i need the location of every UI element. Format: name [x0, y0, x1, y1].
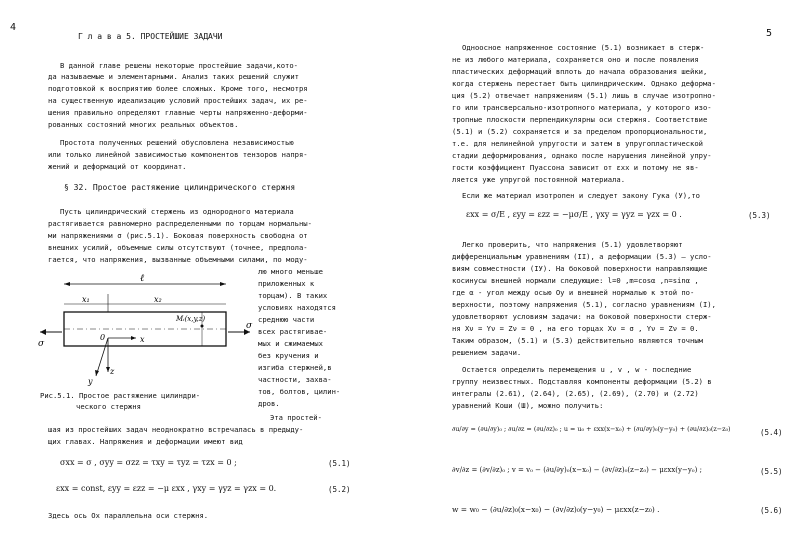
text-line: ми напряжениями σ (рис.5.1). Боковая поверхность свободна от — [48, 231, 308, 240]
text-line: группу неизвестных. Подставляя компоненты деформации (5.2) в — [452, 377, 712, 386]
origin-label: 0 — [100, 333, 106, 342]
equation-number: (5.6) — [760, 506, 783, 515]
sigma-left-label: σ — [38, 339, 45, 349]
figure-rod-tension — [36, 272, 258, 390]
caption-line: ческого стержня — [76, 402, 141, 411]
text-line: мых и сжимаемых — [258, 339, 323, 348]
text-line: Одноосное напряженное состояние (5.1) возникает в стерж- — [462, 43, 705, 52]
text-line: уравнений Коши (Ш), можно получить: — [452, 401, 604, 410]
point-m-label: Mᵢ(x,y,z) — [176, 315, 206, 323]
text-line: ляется уже упругой постоянной материала. — [452, 175, 626, 184]
text-line: го или трансверсально-изотропного материала, у которого изо- — [452, 103, 712, 112]
text-line: тропные плоскости перпендикулярны оси стержня. Соответствие — [452, 115, 708, 124]
text-line: приложенных к — [258, 279, 315, 288]
text-line: щих главах. Напряжения и деформации имеют вид — [48, 437, 243, 446]
text-line: Здесь ось Ox параллельна оси стержня. — [48, 511, 209, 520]
text-line: ция (5.2) отвечает напряжениям (5.1) лишь в случае изотропно- — [452, 91, 716, 100]
text-line: верхности, поэтому напряжения (5.1), согласно уравнениям (I), — [452, 300, 716, 309]
y-axis-label: y — [88, 377, 93, 386]
text-line: подготовкой к восприятию более сложных. Кроме того, несмотря — [48, 84, 308, 93]
text-line: Эта простей- — [270, 413, 322, 422]
text-line: на существенную идеализацию условий простейших задач, их ре- — [48, 96, 308, 105]
text-line: жений и деформаций от координат. — [48, 162, 187, 171]
text-line: удовлетворяют условиям задачи: на боковой поверхности стерж- — [452, 312, 712, 321]
page-number: 4 — [10, 22, 17, 33]
equation-number: (5.2) — [328, 485, 351, 494]
text-line: торцам). В таких — [258, 291, 328, 300]
chapter-title: Г л а в а 5. ПРОСТЕЙШИЕ ЗАДАЧИ — [78, 32, 223, 41]
text-line: стадии деформирования, однако после нарушения линейной упру- — [452, 151, 712, 160]
text-line: (5.1) и (5.2) сохраняется и за пределом пропорциональности, — [452, 127, 708, 136]
x2-label: x₂ — [154, 295, 162, 304]
text-line: внешних усилий, объемные силы отсутствуют (точнее, предпола- — [48, 243, 308, 252]
length-label: ℓ — [140, 273, 145, 284]
text-line: Таким образом, (5.1) и (5.3) действительно являются точным — [452, 336, 703, 345]
text-line: где α - угол между осью Oy и внешней нормалью к этой по- — [452, 288, 695, 297]
text-line: рованных состояний многих реальных объектов. — [48, 120, 239, 129]
text-line: гости коэффициент Пуассона зависит от εxx и потому не яв- — [452, 163, 699, 172]
text-line: шения правильно определяют главные черты напряженно-деформи- — [48, 108, 308, 117]
equation-5-3: εxx = σ/E , εyy = εzz = −μσ/E , γxy = γyz = γzx = 0 . — [466, 210, 682, 219]
text-line: растягивается равномерно распределенными по торцам нормальны- — [48, 219, 312, 228]
caption-line: Рис.5.1. Простое растяжение цилиндри- — [40, 391, 201, 400]
sigma-right-label: σ — [246, 321, 253, 331]
text-line: когда стержень перестает быть цилиндрическим. Однако деформа- — [452, 79, 716, 88]
text-line: В данной главе решены некоторые простейшие задачи,кото- — [60, 61, 298, 70]
equation-number: (5.5) — [760, 467, 783, 476]
text-line: лю много меньше — [258, 267, 323, 276]
text-line: всех растягивае- — [258, 327, 328, 336]
text-line: решением задачи. — [452, 348, 522, 357]
equation-5-6: w = w₀ − (∂u/∂z)₀(x−x₀) − (∂v/∂z)₀(y−y₀) − μεxx(z−z₀) . — [452, 505, 660, 514]
text-line: частности, захва- — [258, 375, 332, 384]
text-line: не из любого материала, сохраняется оно и после появления — [452, 55, 699, 64]
text-line: тов, болтов, цилин- — [258, 387, 341, 396]
x1-label: x₁ — [82, 295, 90, 304]
text-line: условиях находятся — [258, 303, 336, 312]
text-line: ня Xν = Yν = Zν = 0 , на его торцах Xν = σ , Yν = Zν = 0. — [452, 324, 699, 333]
equation-5-1: σxx = σ , σyy = σzz = τxy = τyz = τzx = 0 ; — [60, 458, 237, 467]
equation-number: (5.1) — [328, 459, 351, 468]
text-line: среднюю части — [258, 315, 315, 324]
text-line: Легко проверить, что напряжения (5.1) удовлетворяют — [462, 240, 683, 249]
text-line: гается, что напряжения, вызванные объемными силами, по моду- — [48, 255, 308, 264]
text-line: Пусть цилиндрический стержень из однородного материала — [60, 207, 294, 216]
equation-5-5: ∂v/∂z = (∂v/∂z)₀ ; v = v₀ − (∂u/∂y)₀(x−x₀) − (∂v/∂z)₀(z−z₀) − μεxx(y−y₀) ; — [452, 466, 702, 474]
text-line: изгиба стержней,в — [258, 363, 332, 372]
text-line: дифференциальным уравнениям (II), а деформации (5.3) – усло- — [452, 252, 712, 261]
text-line: косинусы внешней нормали следующие: l=0 ,m=cosα ,n=sinα , — [452, 276, 699, 285]
z-axis-label: z — [110, 367, 115, 376]
page-number: 5 — [766, 28, 773, 39]
x-axis-label: x — [140, 335, 145, 344]
section-heading: § 32. Простое растяжение цилиндрического стержня — [64, 183, 296, 192]
text-line: без кручения и — [258, 351, 319, 360]
text-line: дров. — [258, 399, 280, 408]
text-line: Остается определить перемещения u , v , w - последние — [462, 365, 692, 374]
text-line: виям совместности (IУ). На боковой поверхности направляющие — [452, 264, 708, 273]
text-line: т.е. для нелинейной упругости и затем в упругопластической — [452, 139, 703, 148]
right-page — [400, 0, 797, 541]
equation-number: (5.3) — [748, 211, 771, 220]
text-line: пластических деформаций вплоть до начала образования шейки, — [452, 67, 708, 76]
text-line: или только линейной зависимостью компонентов тензоров напря- — [48, 150, 308, 159]
text-line: да называемые и элементарными. Анализ таких решений служит — [48, 72, 299, 81]
equation-number: (5.4) — [760, 428, 783, 437]
text-line: Простота полученных решений обусловлена независимостью — [60, 138, 294, 147]
equation-5-2: εxx = const, εyy = εzz = −μ εxx , γxy = γyz = γzx = 0. — [56, 484, 277, 493]
text-line: Если же материал изотропен и следует закону Гука (У),то — [462, 191, 700, 200]
text-line: интегралы (2.61), (2.64), (2.65), (2.69), (2.70) и (2.72) — [452, 389, 699, 398]
text-line: шая из простейших задач неоднократно встречалась в предыду- — [48, 425, 304, 434]
equation-5-4: ∂u/∂y = (∂u/∂y)₀ ; ∂u/∂z = (∂u/∂z)₀ ; u = u₀ + εxx(x−x₀) + (∂u/∂y)₀(y−y₀) + (∂u/∂z)₀(z−z₀) — [452, 425, 731, 433]
